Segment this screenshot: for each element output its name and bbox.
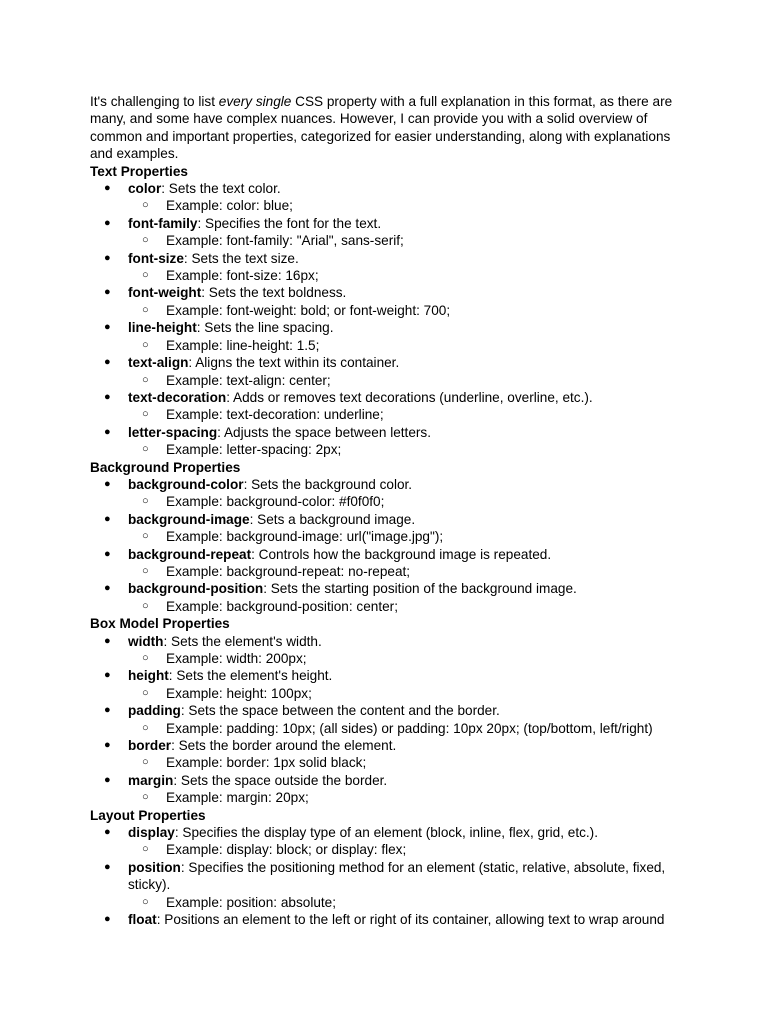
property-name: text-align: [128, 355, 189, 371]
list-item: [90, 511, 688, 546]
property-name: background-image: [128, 511, 250, 527]
property-description: : Controls how the background image is repeated.: [251, 546, 552, 562]
property-description: : Sets the space outside the border.: [173, 772, 388, 788]
property-description: : Sets the space between the content and the border.: [180, 703, 500, 719]
property-name: margin: [128, 772, 174, 788]
property-name: color: [128, 181, 162, 197]
example-item: ○ Example: height: 100px;: [90, 685, 688, 702]
list-item: [90, 824, 688, 859]
example-list: [128, 302, 688, 319]
property-name: text-decoration: [128, 389, 227, 405]
property-name: background-position: [128, 581, 264, 597]
list-item: [90, 319, 688, 354]
intro-paragraph: [90, 93, 688, 163]
property-list: [90, 180, 688, 459]
example-list: [128, 232, 688, 249]
property-name: background-repeat: [128, 546, 252, 562]
list-item: [90, 772, 688, 807]
example-item: ○ Example: margin: 20px;: [90, 789, 688, 806]
example-item: ○ Example: padding: 10px; (all sides) or padding: 10px 20px; (top/bottom, left/right): [90, 720, 688, 737]
list-item: [90, 737, 688, 772]
example-item: ○ Example: background-color: #f0f0f0;: [90, 493, 688, 510]
example-item: ○ Example: text-decoration: underline;: [90, 406, 688, 423]
sections-container: [90, 163, 688, 929]
example-list: [128, 650, 688, 667]
property-name: float: [128, 912, 157, 928]
property-name: line-height: [128, 320, 197, 336]
property-description: : Adjusts the space between letters.: [217, 424, 431, 440]
example-item: ○ Example: background-image: url("image.jpg");: [90, 528, 688, 545]
example-list: [128, 372, 688, 389]
property-description: : Adds or removes text decorations (underline, overline, etc.).: [226, 389, 593, 405]
property-name: font-size: [128, 250, 184, 266]
property-description: : Sets the border around the element.: [171, 738, 397, 754]
property-description: : Sets a background image.: [249, 511, 416, 527]
list-item: [90, 284, 688, 319]
intro-text-before: It's challenging to list: [90, 94, 219, 109]
intro-text-after: CSS property with a full explanation in this format, as there are many, and some have complex nuances. However, I can provide you with a solid overview of common and important properties, categorized for easier understanding, along with explanations and examples.: [90, 94, 673, 162]
example-item: ○ Example: background-repeat: no-repeat;: [90, 563, 688, 580]
property-name: letter-spacing: [128, 424, 218, 440]
property-description: : Positions an element to the left or right of its container, allowing text to wrap around: [156, 912, 665, 928]
example-item: ○ Example: font-family: "Arial", sans-serif;: [90, 232, 688, 249]
property-name: font-family: [128, 215, 198, 231]
example-item: ○ Example: display: block; or display: flex;: [90, 841, 688, 858]
list-item: [90, 424, 688, 459]
property-name: border: [128, 738, 172, 754]
property-name: font-weight: [128, 285, 202, 301]
example-item: ○ Example: letter-spacing: 2px;: [90, 441, 688, 458]
list-item: [90, 859, 688, 911]
example-list: [128, 528, 688, 545]
example-list: [128, 406, 688, 423]
property-description: : Sets the element's width.: [163, 633, 322, 649]
example-list: [128, 720, 688, 737]
example-list: [128, 563, 688, 580]
property-list: [90, 824, 688, 928]
list-item: [90, 911, 688, 928]
example-item: ○ Example: position: absolute;: [90, 894, 688, 911]
list-item: [90, 215, 688, 250]
list-item: [90, 180, 688, 215]
list-item: [90, 702, 688, 737]
example-list: [128, 441, 688, 458]
list-item: [90, 354, 688, 389]
property-list: [90, 633, 688, 807]
example-item: ○ Example: text-align: center;: [90, 372, 688, 389]
example-item: ○ Example: border: 1px solid black;: [90, 754, 688, 771]
example-list: [128, 754, 688, 771]
list-item: [90, 667, 688, 702]
property-list: [90, 476, 688, 615]
property-description: : Sets the line spacing.: [196, 320, 334, 336]
section-title: Layout Properties: [90, 807, 206, 823]
example-item: ○ Example: font-size: 16px;: [90, 267, 688, 284]
property-name: width: [128, 633, 164, 649]
property-name: display: [128, 825, 175, 841]
example-list: [128, 598, 688, 615]
example-item: ○ Example: color: blue;: [90, 197, 688, 214]
property-description: : Sets the background color.: [243, 476, 413, 492]
property-description: : Sets the text size.: [183, 250, 299, 266]
property-description: : Specifies the positioning method for an element (static, relative, absolute, fixed, sticky).: [128, 859, 666, 893]
section-title: Background Properties: [90, 459, 241, 475]
list-item: [90, 476, 688, 511]
example-list: [128, 841, 688, 858]
property-description: : Specifies the font for the text.: [197, 215, 382, 231]
example-item: ○ Example: width: 200px;: [90, 650, 688, 667]
example-list: [128, 789, 688, 806]
list-item: [90, 389, 688, 424]
example-list: [128, 894, 688, 911]
example-item: ○ Example: font-weight: bold; or font-weight: 700;: [90, 302, 688, 319]
property-name: background-color: [128, 476, 244, 492]
list-item: [90, 546, 688, 581]
example-list: [128, 197, 688, 214]
property-description: : Specifies the display type of an element (block, inline, flex, grid, etc.).: [174, 825, 598, 841]
property-description: : Sets the text boldness.: [201, 285, 347, 301]
property-description: : Sets the text color.: [161, 181, 281, 197]
example-list: [128, 267, 688, 284]
list-item: [90, 580, 688, 615]
example-item: ○ Example: line-height: 1.5;: [90, 337, 688, 354]
intro-emphasis: every single: [218, 94, 292, 109]
property-name: height: [128, 668, 169, 684]
property-name: position: [128, 859, 181, 875]
property-description: : Aligns the text within its container.: [188, 355, 400, 371]
property-name: padding: [128, 703, 181, 719]
example-list: [128, 337, 688, 354]
example-list: [128, 685, 688, 702]
section-title: Box Model Properties: [90, 616, 230, 632]
property-description: : Sets the element's height.: [168, 668, 333, 684]
property-description: : Sets the starting position of the background image.: [263, 581, 577, 597]
example-item: ○ Example: background-position: center;: [90, 598, 688, 615]
list-item: [90, 633, 688, 668]
example-list: [128, 493, 688, 510]
section-title: Text Properties: [90, 163, 188, 179]
list-item: [90, 250, 688, 285]
